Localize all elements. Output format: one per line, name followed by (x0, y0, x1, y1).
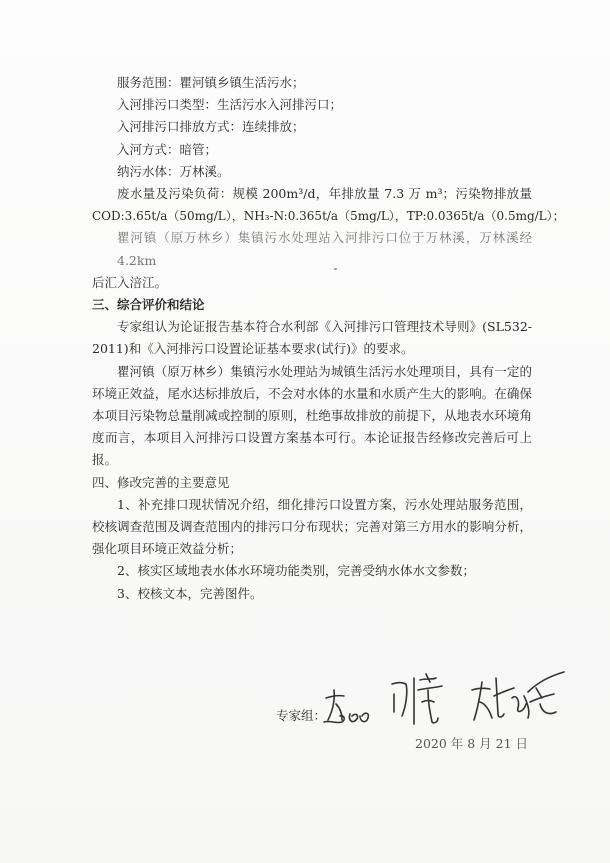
service-line: 服务范围：瞿河镇乡镇生活污水； (117, 75, 305, 90)
outlet-type-line: 入河排污口类型：生活污水入河排污口； (117, 97, 343, 113)
load-line-1: 废水量及污染负荷：规模 200m³/d，年排放量 7.3 万 m³；污染物排放量 (117, 186, 532, 202)
receiving-water-line: 纳污水体：万林溪。 (117, 163, 230, 179)
load-line-2: COD:3.65t/a（50mg/L），NH₃-N:0.365t/a（5mg/L），TP:0.0365t/a（0.5mg/L）； (92, 209, 565, 224)
section-4-item-2: 2、核实区域地表水体水环境功能类别，完善受纳水体水文参数； (117, 563, 475, 579)
signature-block (240, 668, 570, 758)
paper-speck (334, 268, 337, 270)
discharge-mode-line: 入河排污口排放方式：连续排放； (117, 119, 305, 135)
section-3-paragraph-1: 专家组认为论证报告基本符合水利部《入河排污口管理技术导则》(SL532-2011)和《入河排污口设置论证基本要求(试行)》的要求。 (92, 319, 532, 357)
section-4-heading: 四、修改完善的主要意见 (92, 474, 230, 490)
location-line-1: 瞿河镇（原万林乡）集镇污水处理站入河排污口位于万林溪，万林溪经 4.2km (117, 230, 532, 268)
signature-label: 专家组： (276, 708, 327, 723)
section-4-item-3: 3、校核文本，完善图件。 (117, 585, 263, 601)
handwritten-signature-3 (468, 668, 568, 730)
signature-date: 2020 年 8 月 21 日 (415, 736, 529, 751)
section-3-heading: 三、综合评价和结论 (92, 297, 205, 313)
entry-mode-line: 入河方式：暗管； (117, 141, 218, 157)
document-body (92, 72, 565, 605)
section-4-item-1: 1、补充排口现状情况介绍，细化排污口设置方案，污水处理站服务范围，校核调查范围及调查范围内的排污口分布现状；完善对第三方用水的影响分析，强化项目环境正效益分析； (92, 496, 532, 557)
location-line-2: 后汇入涪江。 (92, 274, 168, 290)
handwritten-signature-2 (388, 672, 452, 730)
section-3-paragraph-2: 瞿河镇（原万林乡）集镇污水处理站为城镇生活污水处理项目，具有一定的环境正效益，尾水达标排放后，不会对水体的水量和水质产生大的影响。在确保本项目污染物总量削减或控制的原则，杜绝事故排放的前提下，从地表水环境角度而言，本项目入河排污口设置方案基本可行。本论证报告经修改完善后可上报。 (92, 363, 532, 468)
handwritten-signature-1 (320, 684, 376, 734)
